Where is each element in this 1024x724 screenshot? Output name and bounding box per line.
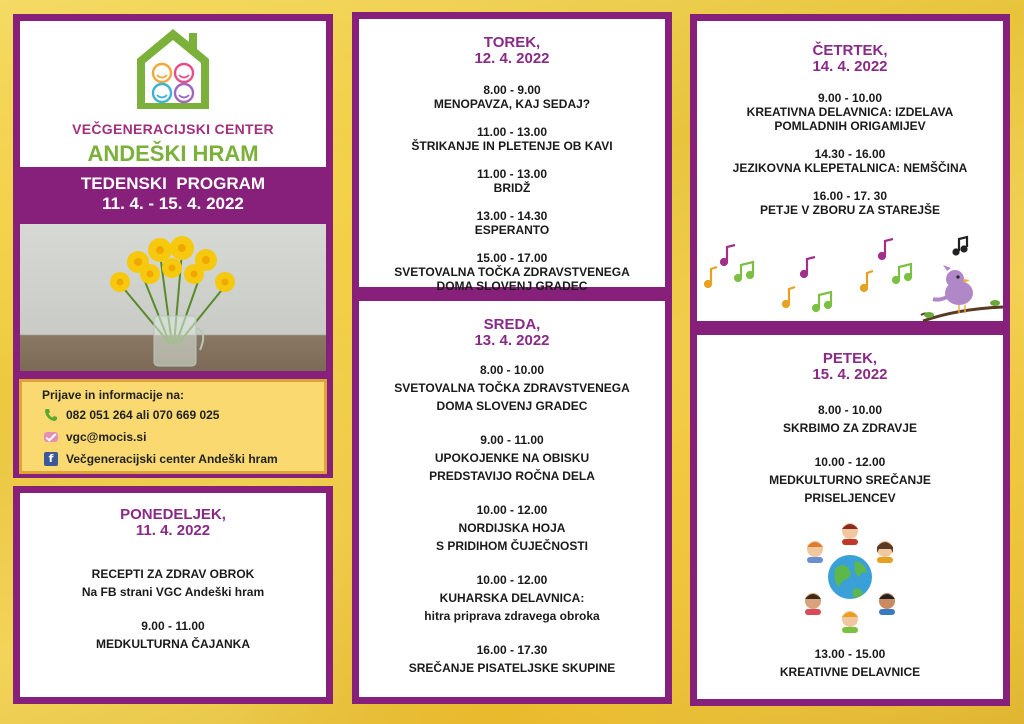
contact-heading: Prijave in informacije na: (42, 388, 185, 402)
event-name-line2: DOMA SLOVENJ GRADEC (436, 279, 588, 293)
event-item (697, 401, 1003, 437)
event-name-line2: POMLADNIH ORIGAMIJEV (774, 119, 926, 133)
day-date: 14. 4. 2022 (812, 58, 888, 75)
day-name: PONEDELJEK, (120, 506, 226, 523)
event-time: 16.00 - 17.30 (476, 643, 548, 657)
music-notes-icon (697, 231, 1003, 327)
logo-area (20, 21, 326, 167)
mail-icon (44, 432, 58, 442)
event-item (697, 147, 1003, 175)
day-panel-friday (690, 328, 1010, 706)
event-item (359, 361, 665, 415)
event-name: MEDKULTURNA ČAJANKA (96, 637, 250, 651)
event-time: 13.00 - 14.30 (476, 209, 548, 223)
event-name: SVETOVALNA TOČKA ZDRAVSTVENEGA (394, 381, 630, 395)
event-time: 14.30 - 16.00 (814, 147, 886, 161)
event-name: MENOPAVZA, KAJ SEDAJ? (433, 97, 591, 111)
event-subtitle: Na FB strani VGC Andeški hram (81, 585, 265, 599)
program-dates: 11. 4. - 15. 4. 2022 (102, 194, 244, 213)
event-name-line2: PREDSTAVIJO ROČNA DELA (429, 469, 595, 483)
event-name-line2: hitra priprava zdravega obroka (424, 609, 600, 623)
event-name: KREATIVNA DELAVNICA: IZDELAVA (746, 105, 954, 119)
day-date: 11. 4. 2022 (135, 522, 211, 539)
contact-box (19, 379, 327, 474)
event-time: 11.00 - 13.00 (476, 125, 548, 139)
day-date: 12. 4. 2022 (474, 50, 550, 67)
event-item (697, 189, 1003, 217)
facebook-icon: f (44, 452, 58, 466)
event-name: SVETOVALNA TOČKA ZDRAVSTVENEGA (394, 265, 630, 279)
day-panel-tuesday (352, 12, 672, 294)
house-logo-icon (133, 27, 213, 115)
left-column (13, 14, 333, 478)
event-item (697, 453, 1003, 507)
event-title: RECEPTI ZA ZDRAV OBROK (91, 567, 255, 581)
globe-people-icon (795, 519, 905, 635)
event-item (359, 431, 665, 485)
event-time: 11.00 - 13.00 (476, 167, 548, 181)
day-date: 15. 4. 2022 (812, 366, 888, 383)
daffodil-photo (20, 224, 326, 371)
event-name: KUHARSKA DELAVNICA: (439, 591, 585, 605)
event-item (359, 501, 665, 555)
day-name: ČETRTEK, (812, 42, 888, 59)
event-name: ŠTRIKANJE IN PLETENJE OB KAVI (411, 139, 613, 153)
event-name-line2: DOMA SLOVENJ GRADEC (436, 399, 588, 413)
event-item (697, 91, 1003, 133)
event-item (697, 645, 1003, 681)
event-item (359, 209, 665, 237)
event-name: KREATIVNE DELAVNICE (779, 665, 921, 679)
event-time: 10.00 - 12.00 (476, 573, 548, 587)
event-item (359, 571, 665, 625)
event-time: 8.00 - 9.00 (483, 83, 541, 97)
event-item (359, 83, 665, 111)
event-time: 10.00 - 12.00 (476, 503, 548, 517)
program-heading: TEDENSKI PROGRAM (80, 174, 266, 193)
event-item (20, 565, 326, 601)
event-time: 8.00 - 10.00 (479, 363, 545, 377)
event-name: SKRBIMO ZA ZDRAVJE (782, 421, 917, 435)
contact-phone[interactable]: 082 051 264 ali 070 669 025 (66, 408, 220, 422)
day-panel-thursday (690, 14, 1010, 328)
day-panel-monday (13, 486, 333, 704)
event-name: ESPERANTO (474, 223, 550, 237)
event-item (359, 167, 665, 195)
weekly-program-title (13, 174, 333, 214)
event-name-line2: S PRIDIHOM ČUJEČNOSTI (435, 539, 588, 553)
event-name: SREČANJE PISATELJSKE SKUPINE (408, 661, 616, 675)
day-name: SREDA, (483, 316, 541, 333)
event-name-line2: PRISELJENCEV (804, 491, 896, 505)
contact-email-row (42, 426, 324, 448)
event-time: 16.00 - 17. 30 (812, 189, 888, 203)
phone-icon (42, 408, 60, 422)
logo-title-line1: VEČGENERACIJSKI CENTER (72, 121, 274, 137)
contact-facebook-row (42, 448, 324, 470)
event-name: UPOKOJENKE NA OBISKU (434, 451, 590, 465)
event-time: 9.00 - 10.00 (817, 91, 883, 105)
event-name: PETJE V ZBORU ZA STAREJŠE (759, 203, 941, 217)
event-item (359, 641, 665, 677)
event-name: JEZIKOVNA KLEPETALNICA: NEMŠČINA (732, 161, 968, 175)
event-time: 9.00 - 11.00 (480, 433, 544, 447)
event-time: 15.00 - 17.00 (476, 251, 548, 265)
contact-email[interactable]: vgc@mocis.si (66, 430, 147, 444)
event-name: NORDIJSKA HOJA (458, 521, 566, 535)
day-name: PETEK, (822, 350, 878, 367)
logo-title-line2: ANDEŠKI HRAM (87, 141, 259, 166)
event-time: 10.00 - 12.00 (814, 455, 886, 469)
contact-facebook[interactable]: Večgeneracijski center Andeški hram (66, 452, 278, 466)
day-name: TOREK, (483, 34, 541, 51)
event-name: MEDKULTURNO SREČANJE (769, 473, 931, 487)
event-time: 13.00 - 15.00 (814, 647, 886, 661)
bird-icon (933, 265, 973, 313)
event-time: 8.00 - 10.00 (817, 403, 883, 417)
event-time: 9.00 - 11.00 (141, 619, 205, 633)
day-panel-wednesday (352, 294, 672, 704)
event-item (359, 125, 665, 153)
day-date: 13. 4. 2022 (474, 332, 550, 349)
contact-phone-row (42, 404, 324, 426)
event-item (359, 251, 665, 293)
event-name: BRIDŽ (493, 181, 531, 195)
event-item (20, 617, 326, 653)
